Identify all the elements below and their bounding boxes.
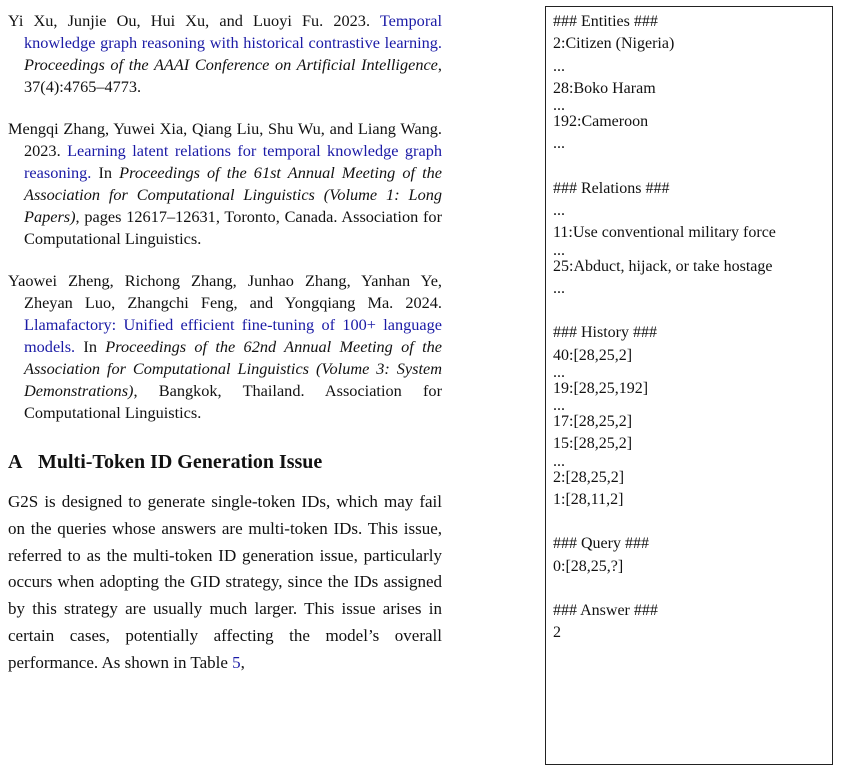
ellipsis-line: ...	[553, 135, 565, 153]
reference-venue-details: , pages 12617–12631, Toronto, Canada. Association for Computational Linguistics.	[24, 207, 442, 248]
entity-line: 192:Cameroon	[553, 113, 649, 131]
reference-venue-pre: In	[75, 337, 106, 356]
ellipsis-line: ...	[553, 97, 565, 115]
reference-venue: Proceedings of the 62nd Annual Meeting of the Association for Computational Linguistics (Volume 3: System Demonstrations)	[24, 337, 442, 400]
reference-title-link[interactable]: Temporal knowledge graph reasoning with historical contrastive learning.	[24, 11, 442, 52]
relations-header: ### Relations ###	[553, 179, 670, 197]
body-paragraph	[8, 489, 442, 677]
paragraph-text: G2S is designed to generate single-token IDs, which may fail on the queries whose answers are multi-token IDs. This issue, referred to as the multi-token ID generation issue, particularly occurs when adopting the GID strategy, since the IDs assigned by this strategy are usually much larger. This issue arises in certain cases, potentially affecting the model’s overall performance. As shown in Table	[8, 492, 442, 672]
section-heading	[8, 449, 442, 475]
relation-line: 25:Abduct, hijack, or take hostage	[553, 257, 773, 275]
reference-venue: Proceedings of the 61st Annual Meeting of the Association for Computational Linguistics (Volume 1: Long Papers)	[24, 163, 442, 226]
reference-venue-details: , Bangkok, Thailand. Association for Computational Linguistics.	[24, 381, 442, 422]
reference-title-link[interactable]: Learning latent relations for temporal knowledge graph reasoning.	[24, 141, 442, 182]
section-number: A	[8, 451, 23, 473]
history-line: 19:[28,25,192]	[553, 379, 649, 397]
history-line: 1:[28,11,2]	[553, 491, 624, 509]
reference-title-link[interactable]: Llamafactory: Unified efficient fine-tuning of 100+ language models.	[24, 315, 442, 356]
entity-line: 2:Citizen (Nigeria)	[553, 35, 675, 53]
ellipsis-line: ...	[553, 279, 565, 297]
section-title: Multi-Token ID Generation Issue	[38, 451, 323, 473]
history-header: ### History ###	[553, 324, 657, 342]
query-line: 0:[28,25,?]	[553, 557, 624, 575]
reference-venue-pre: In	[91, 163, 120, 182]
history-line: 17:[28,25,2]	[553, 413, 633, 431]
ellipsis-line: ...	[553, 57, 565, 75]
prompt-example-box	[545, 6, 833, 765]
ellipsis-line: ...	[553, 202, 565, 220]
paragraph-text-end: ,	[240, 652, 245, 672]
history-line: 40:[28,25,2]	[553, 346, 633, 364]
reference-entry	[8, 10, 442, 98]
answer-line: 2	[553, 624, 561, 642]
history-line: 2:[28,25,2]	[553, 468, 625, 486]
ellipsis-line: ...	[553, 241, 565, 259]
reference-venue-details: , 37(4):4765–4773.	[24, 55, 442, 96]
entities-header: ### Entities ###	[553, 13, 658, 30]
ellipsis-line: ...	[553, 363, 565, 381]
query-header: ### Query ###	[553, 535, 649, 553]
relation-line: 11:Use conventional military force	[553, 224, 776, 242]
reference-authors: Yaowei Zheng, Richong Zhang, Junhao Zhang, Yanhan Ye, Zheyan Luo, Zhangchi Feng, and Yongqiang Ma. 2024.	[8, 271, 442, 312]
reference-list	[8, 10, 442, 424]
left-column	[8, 10, 442, 677]
ellipsis-line: ...	[553, 452, 565, 470]
reference-authors: Mengqi Zhang, Yuwei Xia, Qiang Liu, Shu Wu, and Liang Wang. 2023.	[8, 119, 442, 160]
reference-authors: Yi Xu, Junjie Ou, Hui Xu, and Luoyi Fu. 2023.	[8, 11, 380, 30]
answer-header: ### Answer ###	[553, 601, 658, 619]
ellipsis-line: ...	[553, 397, 565, 415]
reference-entry	[8, 270, 442, 424]
reference-entry	[8, 118, 442, 250]
table-reference-link[interactable]: 5	[232, 652, 241, 672]
history-line: 15:[28,25,2]	[553, 435, 633, 453]
reference-venue: Proceedings of the AAAI Conference on Artificial Intelligence	[24, 55, 438, 74]
entity-line: 28:Boko Haram	[553, 79, 656, 97]
